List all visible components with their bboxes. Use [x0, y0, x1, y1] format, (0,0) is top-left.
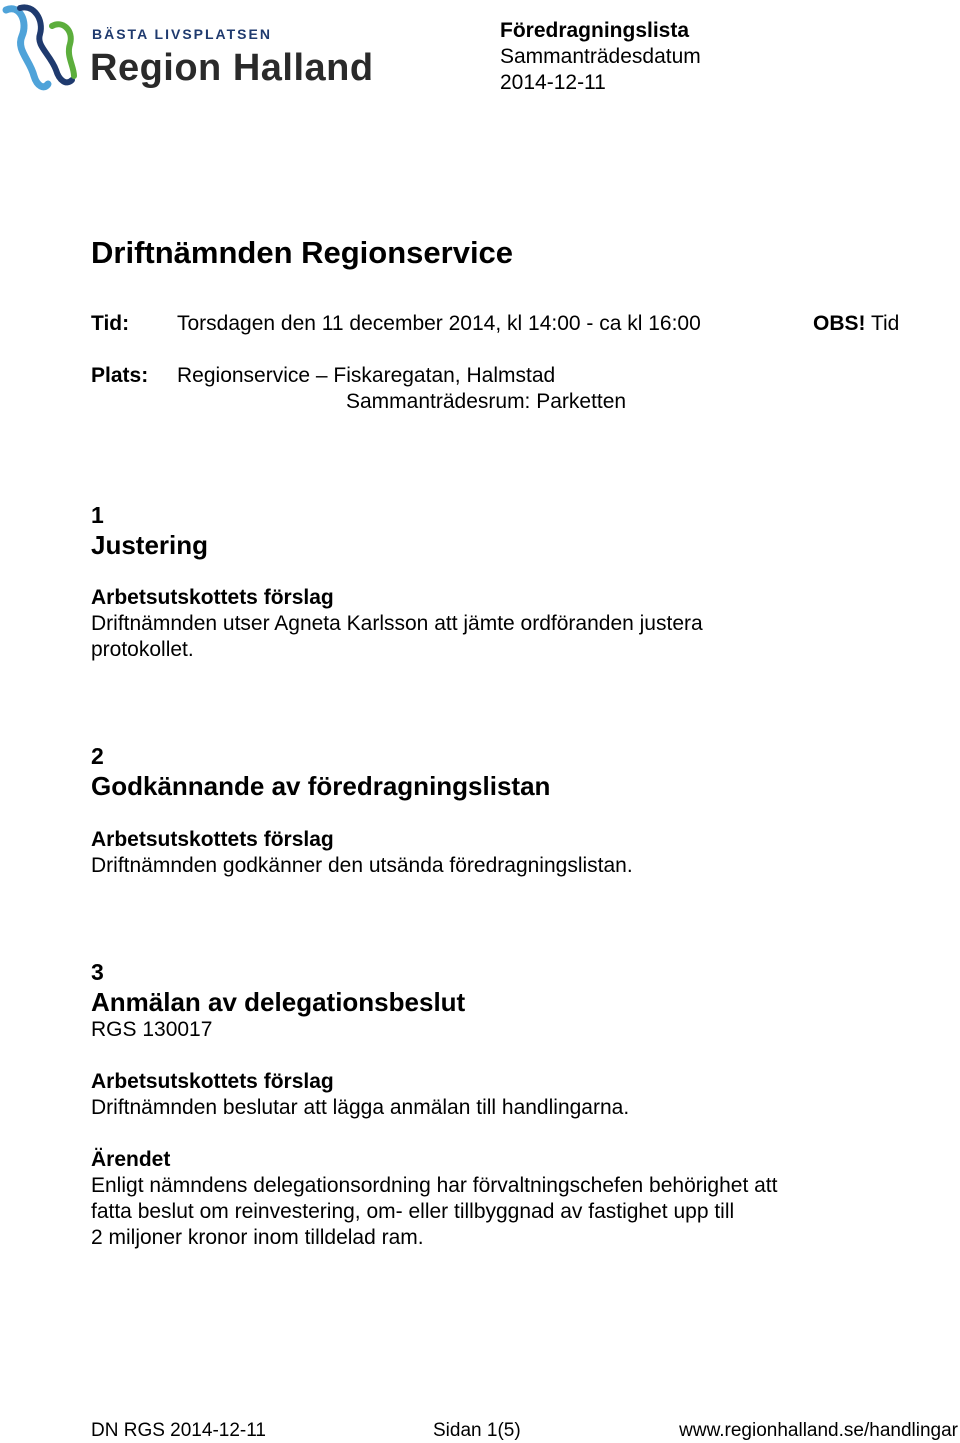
item-1-number: 1 [91, 502, 104, 528]
item-3-proposal-line-1: Driftnämnden beslutar att lägga anmälan till handlingarna. [91, 1096, 630, 1119]
item-3-reference: RGS 130017 [91, 1018, 213, 1041]
item-2-number: 2 [91, 743, 104, 769]
item-2-heading: Godkännande av föredragningslistan [91, 771, 551, 801]
item-2-proposal-label: Arbetsutskottets förslag [91, 828, 334, 851]
meeting-date-label: Sammanträdesdatum [500, 45, 701, 68]
logo-tagline: BÄSTA LIVSPLATSEN [92, 26, 272, 42]
time-note [813, 311, 899, 337]
logo-name: Region Halland [90, 47, 374, 89]
item-3-proposal-label: Arbetsutskottets förslag [91, 1070, 334, 1093]
footer-page-number: Sidan 1(5) [433, 1420, 521, 1441]
item-3-number: 3 [91, 959, 104, 985]
time-label: Tid: [91, 312, 130, 335]
item-3-matter-line-3: 2 miljoner kronor inom tilldelad ram. [91, 1226, 424, 1249]
item-1-proposal-line-1: Driftnämnden utser Agneta Karlsson att jämte ordföranden justera [91, 612, 703, 635]
item-3-matter-line-1: Enligt nämndens delegationsordning har förvaltningschefen behörighet att [91, 1174, 778, 1197]
document-header [500, 18, 701, 96]
region-halland-logo [0, 0, 380, 100]
item-3-heading: Anmälan av delegationsbeslut [91, 987, 466, 1017]
page-title: Driftnämnden Regionservice [91, 235, 514, 270]
place-line-2: Sammanträdesrum: Parketten [346, 390, 627, 413]
time-value: Torsdagen den 11 december 2014, kl 14:00 - ca kl 16:00 [177, 312, 701, 335]
item-1-proposal-label: Arbetsutskottets förslag [91, 586, 334, 609]
footer-reference: DN RGS 2014-12-11 [91, 1420, 266, 1441]
item-3-matter-label: Ärendet [91, 1148, 171, 1171]
item-2-proposal-line-1: Driftnämnden godkänner den utsända föredragningslistan. [91, 854, 633, 877]
item-3-matter-line-2: fatta beslut om reinvestering, om- eller tillbyggnad av fastighet upp till [91, 1200, 735, 1223]
item-1-proposal-line-2: protokollet. [91, 638, 194, 661]
meeting-date: 2014-12-11 [500, 71, 606, 94]
document-type: Föredragningslista [500, 19, 690, 42]
place-label: Plats: [91, 364, 149, 387]
item-1-heading: Justering [91, 530, 209, 560]
place-line-1: Regionservice – Fiskaregatan, Halmstad [177, 364, 556, 387]
time-note-obs: OBS! [813, 312, 866, 335]
footer-url-link[interactable]: www.regionhalland.se/handlingar [679, 1420, 958, 1441]
time-note-rest: Tid [865, 312, 900, 335]
